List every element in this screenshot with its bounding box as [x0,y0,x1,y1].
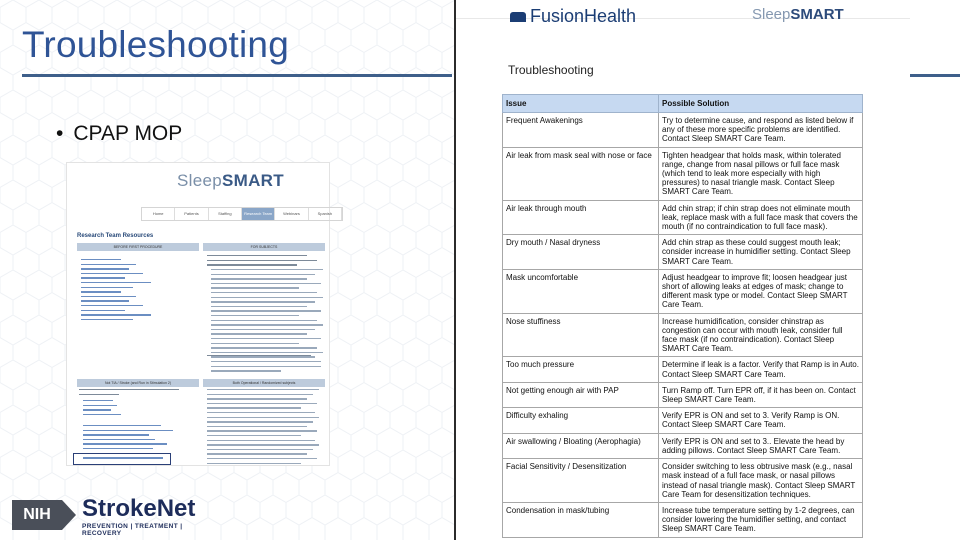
website-text-line [81,296,136,297]
slide-title: Troubleshooting [22,24,289,65]
website-text-line [207,421,313,422]
website-text-line [207,398,307,399]
issue-cell: Air leak from mask seal with nose or face [503,147,659,200]
website-text-line [211,306,307,307]
website-text-line [83,434,149,435]
bullet-item [56,122,182,146]
website-text-line [211,333,307,334]
right-rule [910,74,960,77]
website-text-line [211,297,323,298]
website-text-line [83,414,121,415]
website-text-line [207,458,317,459]
strokenet-tagline: PREVENTION | TREATMENT | RECOVERY [82,523,183,537]
website-heading: Research Team Resources [77,233,154,239]
website-text-line [207,264,297,265]
website-text-line [211,370,281,371]
website-text-line [81,287,133,288]
website-text-line [211,269,323,270]
issue-cell: Not getting enough air with PAP [503,382,659,407]
header-issue: Issue [503,95,659,113]
website-text-line [207,430,317,431]
table-row [503,269,863,313]
issue-cell: Air swallowing / Bloating (Aerophagia) [503,433,659,458]
doc-title: Troubleshooting [508,63,594,77]
website-text-line [81,277,125,278]
solution-cell: Increase tube temperature setting by 1-2 degrees, can consider lowering the humidifier setting, and contact Sleep SMART Care Team. [659,502,863,537]
bullet-dot-icon: • [56,122,64,145]
website-text-line [207,426,307,427]
website-text-line [83,409,111,410]
col-head-left-top: BEFORE FIRST PROCEDURE [77,243,199,251]
website-nav-item: Spanish [309,208,342,220]
solution-cell: Try to determine cause, and respond as listed below if any of these more specific problems are identified. Contact Sleep SMART Care Team. [659,113,863,148]
website-text-line [83,400,113,401]
issue-cell: Facial Sensitivity / Desensitization [503,459,659,503]
nih-arrow-icon [62,500,76,530]
table-row [503,357,863,382]
website-text-line [207,463,301,464]
website-text-line [207,412,315,413]
issue-cell: Difficulty exhaling [503,408,659,433]
website-text-line [207,255,307,256]
website-text-line [81,300,129,301]
website-text-line [81,310,125,311]
issue-cell: Condensation in mask/tubing [503,502,659,537]
table-row [503,147,863,200]
website-text-line [211,343,299,344]
issue-cell: Dry mouth / Nasal dryness [503,235,659,270]
solution-cell: Turn Ramp off. Turn EPR off, if it has been on. Contact Sleep SMART Care Team. [659,382,863,407]
website-text-line [211,287,299,288]
solution-cell: Adjust headgear to improve fit; loosen headgear just short of allowing leaks at edges of mask; change to different mask type or model. Contact Sleep SMART Care Team. [659,269,863,313]
website-text-line [211,274,315,275]
table-row [503,382,863,407]
website-text-line [207,449,313,450]
header-solution: Possible Solution [659,95,863,113]
bullet-text: CPAP MOP [73,122,183,145]
fusionhealth-mark-icon [510,12,526,22]
website-text-line [207,407,301,408]
website-text-line [83,430,173,431]
website-text-line [207,440,315,441]
fusionhealth-logo: FusionHealth [510,6,636,27]
table-row [503,502,863,537]
website-text-line [211,320,317,321]
website-text-line [81,264,136,265]
solution-cell: Add chin strap; if chin strap does not eliminate mouth leak, replace mask with a full face mask that covers the mouth (if no contraindication to full face mask). [659,200,863,235]
table-row [503,459,863,503]
website-text-line [81,273,143,274]
website-text-line [211,292,317,293]
issue-cell: Too much pressure [503,357,659,382]
website-text-line [81,314,151,315]
sleepsmart-logo: SleepSMART [752,6,844,23]
website-text-line [81,268,129,269]
website-text-line [207,453,307,454]
website-text-line [207,260,317,261]
table-header-row [503,95,863,113]
strokenet-label: StrokeNet [82,495,196,522]
troubleshooting-document [456,0,910,540]
table-row [503,313,863,357]
website-text-line [79,389,179,390]
website-text-line [83,425,161,426]
website-text-line [211,278,307,279]
table-row [503,433,863,458]
website-text-line [207,435,301,436]
website-text-line [211,356,315,357]
website-text-line [207,403,317,404]
solution-cell: Add chin strap as these could suggest mouth leak; consider increase in humidifier setting. Contact Sleep SMART Care Team. [659,235,863,270]
website-nav-item: Webinars [275,208,308,220]
solution-cell: Determine if leak is a factor. Verify that Ramp is in Auto. Contact Sleep SMART Care Team. [659,357,863,382]
website-nav-item: Research Team [242,208,275,220]
website-text-line [207,355,311,356]
solution-cell: Verify EPR is ON and set to 3. Verify Ramp is ON. Contact Sleep SMART Care Team. [659,408,863,433]
website-text-line [211,347,317,348]
website-nav-item: Home [142,208,175,220]
website-text-line [211,324,323,325]
issue-cell: Mask uncomfortable [503,269,659,313]
website-text-line [211,315,299,316]
table-row [503,200,863,235]
nih-strokenet-logo [12,492,202,537]
website-text-line [211,338,321,339]
website-text-line [211,352,323,353]
website-text-line [211,329,315,330]
website-text-line [207,417,319,418]
solution-cell: Increase humidification, consider chinstrap as congestion can occur with mouth leak, consider full face mask (if no contraindication). Contact Sleep SMART Care Team. [659,313,863,357]
issue-cell: Air leak through mouth [503,200,659,235]
col-head-right-top: FOR SUBJECTS [203,243,325,251]
solution-cell: Consider switching to less obtrusive mask (e.g., nasal mask instead of a full face mask, or nasal pillows instead of nasal triangle mask). Contact Sleep SMART Care Team for desensitization techniques. [659,459,863,503]
solution-cell: Verify EPR is ON and set to 3.. Elevate the head by adding pillows. Contact Sleep SMART Care Team. [659,433,863,458]
website-text-line [211,283,321,284]
website-text-line [81,305,143,306]
website-text-line [207,389,319,390]
website-text-line [211,366,309,367]
website-text-line [83,448,153,449]
website-nav-item: Patients [175,208,208,220]
website-text-line [81,282,151,283]
website-text-line [83,439,155,440]
website-text-line [211,361,321,362]
website-nav-item: Staffing [209,208,242,220]
issue-cell: Nose stuffiness [503,313,659,357]
col-head-left-bottom: Not TIA / Stroke (and Run in Stimulation 2) [77,379,199,387]
website-text-line [83,405,117,406]
issue-cell: Frequent Awakenings [503,113,659,148]
website-text-line [211,301,315,302]
table-row [503,235,863,270]
col-head-right-bottom: Both Operational / Randomized subjects [203,379,325,387]
highlight-box [73,453,171,465]
website-text-line [81,319,133,320]
website-text-line [81,291,121,292]
website-text-line [207,394,313,395]
website-text-line [79,394,119,395]
table-row [503,408,863,433]
website-nav [141,207,343,221]
website-text-line [83,443,167,444]
website-text-line [211,310,321,311]
table-row [503,113,863,148]
website-text-line [207,444,319,445]
website-logo: SleepSMART [177,171,284,190]
nih-label: NIH [12,500,62,530]
website-screenshot [66,162,333,466]
title-underline [22,74,452,77]
troubleshooting-table [502,94,863,538]
website-text-line [81,259,121,260]
solution-cell: Tighten headgear that holds mask, within tolerated range, change from nasal pillows or full face mask (which tend to leak more especially with high pressures) to nasal triangle mask. Contact Sleep SMART Care Team. [659,147,863,200]
